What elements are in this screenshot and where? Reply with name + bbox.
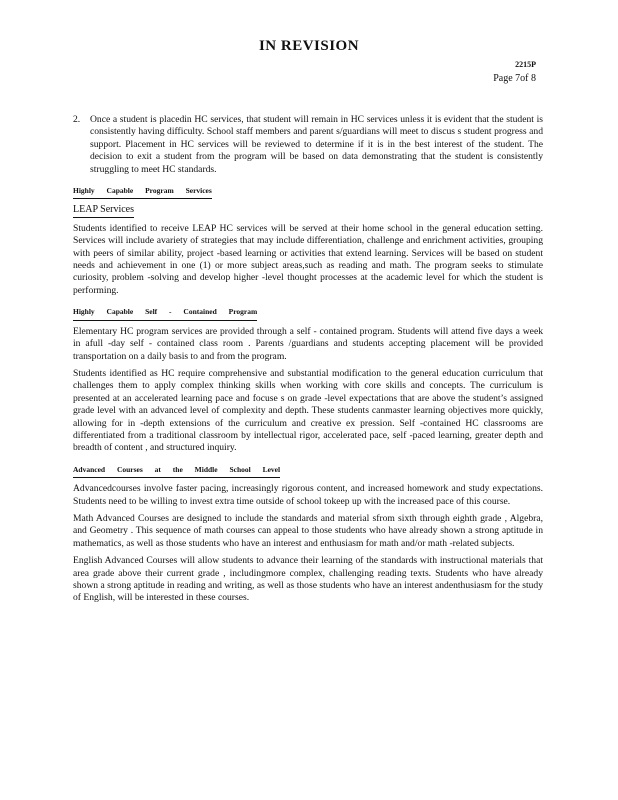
document-body <box>73 114 543 605</box>
policy-code: 2215P <box>515 60 536 69</box>
advanced-paragraph-2: Math Advanced Courses are designed to include the standards and material sfrom sixth through eighth grade , Algebra, and Geometry . This sequence of math courses can appeal to those students who have already shown a strong aptitude in mathematics, as well as those students who have an interest and enthusiasm for math and/or math -related subjects. <box>73 512 543 549</box>
section-heading-self-contained: Highly Capable Self - Contained Program <box>73 306 257 320</box>
section-heading-highly-capable: Highly Capable Program Services <box>73 185 212 199</box>
advanced-paragraph-1: Advancedcourses involve faster pacing, increasingly rigorous content, and increased homework and study expectations. Students need to be willing to invest extra time outside of school tokeep up with the increased pace of this course. <box>73 483 543 507</box>
self-contained-paragraph-2: Students identified as HC require comprehensive and substantial modification to the general education curriculum that challenges them to apply complex thinking skills when working with core skills and concepts. The curriculum is presented at an accelerated learning pace and focuse s on grade -level expectations that are above the student’s assigned grade level with an advanced level of complexity and depth. These students canmaster learning objectives more quickly, allowing for in -depth extensions of the curriculum and creative ex pression. Self -contained HC classrooms are differentiated from a traditional classroom by intellectual rigor, accelerated pace, self -paced learning, greater depth and breadth of content , and structured inquiry. <box>73 367 543 454</box>
self-contained-paragraph-1: Elementary HC program services are provided through a self - contained program. Students will attend five days a week in afull -day self - contained class room . Parents /guardians and students accepting placement will be provided transportation on a daily basis to and from the program. <box>73 325 543 362</box>
page-number: Page 7of 8 <box>493 73 536 84</box>
subheading-leap-services: LEAP Services <box>73 204 134 217</box>
document-title: IN REVISION <box>258 38 360 54</box>
numbered-item-2 <box>73 114 543 176</box>
item-number: 2. <box>73 114 81 125</box>
leap-paragraph: Students identified to receive LEAP HC services will be served at their home school in the general education setting. Services will include avariety of strategies that may include differentiation, challenge and enrichment activities, grouping with peers of similar ability, project -based learning or activities that extend learning. Services will be based on student needs and achievement in one (1) or more subject areas,such as reading and math. The program seeks to stimulate curiosity, problem -solving and develop higher -level thought processes at the academic level for which the student is performing. <box>73 222 543 296</box>
section-heading-advanced-courses: Advanced Courses at the Middle School Level <box>73 464 280 478</box>
item-text: Once a student is placedin HC services, that student will remain in HC services unless it is evident that the student is consistently having difficulty. School staff members and parent s/guardians will meet to discus s student progress and support. Placement in HC services will be reviewed to determine if it is in the best interest of the student. The decision to exit a student from the program will be based on data demonstrating that the student is consistently struggling to meet HC standards. <box>90 114 543 175</box>
advanced-paragraph-3: English Advanced Courses will allow students to advance their learning of the standards with instructional materials that area grade above their current grade , includingmore complex, challenging reading texts. Students who have already shown a strong aptitude in reading and writing, as well as those students who have an interest andenthusiasm for the study of English, will be interested in these courses. <box>73 555 543 604</box>
